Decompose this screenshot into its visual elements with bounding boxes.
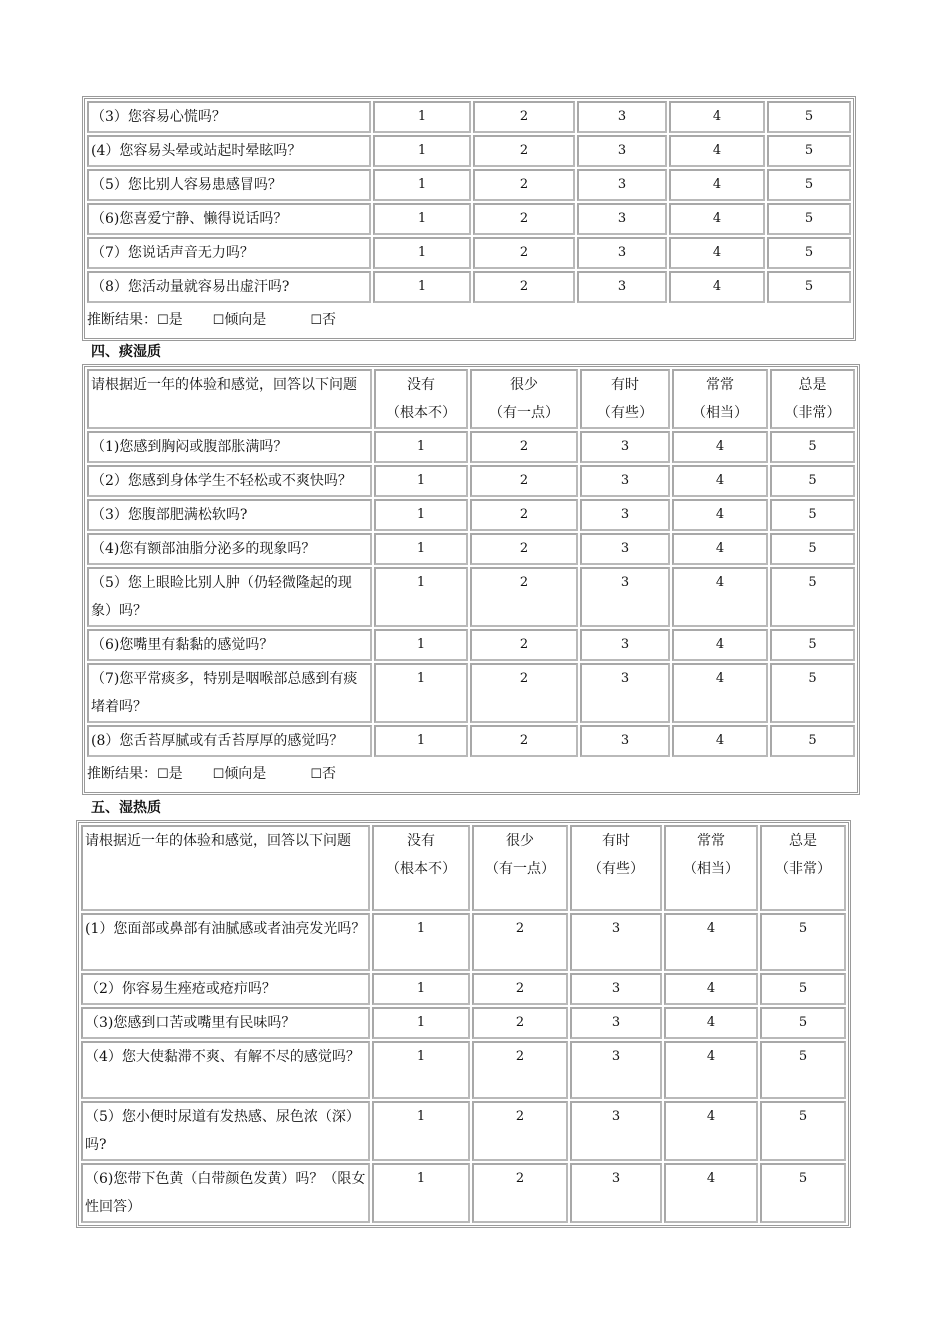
question-prompt: 请根据近一年的体验和感觉，回答以下问题 — [87, 369, 372, 429]
question-text: （3）您腹部肥满松软吗? — [87, 499, 372, 531]
frequency-header — [760, 825, 846, 911]
score-option-2[interactable]: 2 — [472, 1007, 568, 1039]
question-row — [81, 1163, 846, 1223]
score-option-4[interactable]: 4 — [669, 169, 765, 201]
question-row — [87, 465, 855, 497]
score-option-2[interactable]: 2 — [470, 499, 578, 531]
score-option-4[interactable]: 4 — [672, 725, 768, 757]
score-option-2[interactable]: 2 — [470, 533, 578, 565]
score-option-3[interactable]: 3 — [580, 663, 670, 723]
score-option-4[interactable]: 4 — [664, 1101, 758, 1161]
score-option-4[interactable]: 4 — [664, 913, 758, 971]
score-option-3[interactable]: 3 — [580, 725, 670, 757]
frequency-label: 很少 — [510, 377, 538, 393]
question-row — [87, 499, 855, 531]
verdict-option-leaning-yes[interactable] — [213, 759, 267, 790]
score-option-2[interactable]: 2 — [470, 629, 578, 661]
score-option-3[interactable]: 3 — [577, 101, 667, 133]
frequency-sublabel: （相当） — [692, 405, 748, 421]
score-option-2[interactable]: 2 — [472, 1041, 568, 1099]
question-row — [87, 135, 851, 167]
score-option-1[interactable]: 1 — [373, 203, 471, 235]
score-option-2[interactable]: 2 — [473, 271, 575, 303]
score-option-4[interactable]: 4 — [672, 499, 768, 531]
score-option-3[interactable]: 3 — [580, 431, 670, 463]
score-option-2[interactable]: 2 — [473, 203, 575, 235]
score-option-3[interactable]: 3 — [570, 973, 662, 1005]
question-row — [81, 913, 846, 971]
question-text: （5）您上眼睑比别人肿（仍轻微隆起的现象）吗？ — [87, 567, 372, 627]
frequency-header — [664, 825, 758, 911]
score-option-5[interactable]: 5 — [767, 135, 851, 167]
score-option-4[interactable]: 4 — [664, 1041, 758, 1099]
score-option-5[interactable]: 5 — [770, 725, 855, 757]
section-title-phlegm-dampness: 四、痰湿质 — [91, 344, 161, 360]
verdict-option-label: 否 — [321, 312, 336, 328]
score-option-1[interactable]: 1 — [372, 1041, 470, 1099]
score-option-3[interactable]: 3 — [580, 567, 670, 627]
question-row — [87, 169, 851, 201]
checkbox-icon[interactable]: ☐ — [310, 313, 322, 328]
section-title-damp-heat: 五、湿热质 — [91, 800, 161, 816]
frequency-header — [672, 369, 768, 429]
frequency-header — [374, 369, 468, 429]
question-text: （6)您嘴里有黏黏的感觉吗？ — [87, 629, 372, 661]
verdict-option-no[interactable] — [310, 305, 336, 336]
frequency-header — [472, 825, 568, 911]
question-text: （4）您大使黏滞不爽、有解不尽的感觉吗？ — [81, 1041, 370, 1099]
table-damp-heat — [79, 823, 848, 1225]
score-option-3[interactable]: 3 — [580, 499, 670, 531]
question-text: （7)您平常痰多，特别是咽喉部总感到有痰堵着吗？ — [87, 663, 372, 723]
questionnaire-table-phlegm-dampness — [82, 364, 860, 795]
verdict-row — [87, 759, 855, 790]
score-option-1[interactable]: 1 — [374, 567, 468, 627]
score-option-1[interactable]: 1 — [372, 973, 470, 1005]
question-row — [87, 629, 855, 661]
score-option-1[interactable]: 1 — [372, 1007, 470, 1039]
score-option-5[interactable]: 5 — [760, 1163, 846, 1223]
score-option-3[interactable]: 3 — [577, 203, 667, 235]
table-continued — [85, 99, 853, 338]
question-row — [87, 567, 855, 627]
score-option-5[interactable]: 5 — [767, 203, 851, 235]
question-row — [87, 271, 851, 303]
score-option-5[interactable]: 5 — [770, 663, 855, 723]
frequency-header — [470, 369, 578, 429]
frequency-label: 总是 — [789, 833, 817, 849]
score-option-3[interactable]: 3 — [577, 237, 667, 269]
score-option-3[interactable]: 3 — [577, 169, 667, 201]
score-option-2[interactable]: 2 — [473, 169, 575, 201]
question-text: （6)您带下色黄（白带颜色发黄）吗？（限女性回答） — [81, 1163, 370, 1223]
checkbox-icon[interactable]: ☐ — [212, 313, 225, 328]
verdict-option-label: 否 — [321, 766, 336, 782]
score-option-5[interactable]: 5 — [760, 913, 846, 971]
score-option-1[interactable]: 1 — [373, 169, 471, 201]
frequency-sublabel: （有些） — [588, 861, 644, 877]
score-option-4[interactable]: 4 — [669, 271, 765, 303]
question-row — [81, 973, 846, 1005]
question-prompt: 请根据近一年的体验和感觉，回答以下问题 — [81, 825, 370, 911]
score-option-4[interactable]: 4 — [672, 567, 768, 627]
question-text: （5）您比别人容易患感冒吗？ — [87, 169, 371, 201]
score-option-5[interactable]: 5 — [767, 169, 851, 201]
score-option-5[interactable]: 5 — [770, 465, 855, 497]
checkbox-icon[interactable]: ☐ — [157, 767, 169, 782]
frequency-sublabel: （非常） — [784, 405, 841, 421]
question-row — [81, 1007, 846, 1039]
frequency-sublabel: （相当） — [683, 861, 739, 877]
frequency-label: 有时 — [611, 377, 639, 393]
question-text: （4)您有额部油脂分泌多的现象吗？ — [87, 533, 372, 565]
score-option-3[interactable]: 3 — [570, 1007, 662, 1039]
verdict-cell — [87, 759, 855, 790]
verdict-row — [87, 305, 851, 336]
question-text: （6)您喜爱宁静、懒得说话吗？ — [87, 203, 371, 235]
score-option-4[interactable]: 4 — [669, 237, 765, 269]
score-option-4[interactable]: 4 — [664, 973, 758, 1005]
checkbox-icon[interactable]: ☐ — [212, 767, 225, 782]
frequency-label: 总是 — [798, 377, 827, 393]
frequency-sublabel: （有些） — [597, 405, 653, 421]
frequency-sublabel: （根本不） — [386, 405, 456, 421]
score-option-2[interactable]: 2 — [470, 663, 578, 723]
score-option-1[interactable]: 1 — [372, 1101, 470, 1161]
question-text: （3）您容易心慌吗？ — [87, 101, 371, 133]
table-phlegm-dampness — [85, 367, 857, 792]
score-option-4[interactable]: 4 — [669, 101, 765, 133]
score-option-4[interactable]: 4 — [672, 431, 768, 463]
question-text: （2）您感到身体学生不轻松或不爽快吗？ — [87, 465, 372, 497]
score-option-1[interactable]: 1 — [372, 1163, 470, 1223]
score-option-1[interactable]: 1 — [373, 101, 471, 133]
score-option-4[interactable]: 4 — [669, 135, 765, 167]
score-option-2[interactable]: 2 — [470, 725, 578, 757]
score-option-5[interactable]: 5 — [770, 629, 855, 661]
questionnaire-table-damp-heat — [76, 820, 851, 1228]
score-option-5[interactable]: 5 — [760, 1101, 846, 1161]
score-option-1[interactable]: 1 — [374, 465, 468, 497]
frequency-label: 常常 — [706, 377, 734, 393]
verdict-option-label: 倾向是 — [224, 766, 267, 782]
question-row — [81, 1101, 846, 1161]
score-option-2[interactable]: 2 — [470, 431, 578, 463]
score-option-2[interactable]: 2 — [470, 567, 578, 627]
question-text: （3)您感到口苦或嘴里有民味吗？ — [81, 1007, 370, 1039]
frequency-label: 有时 — [602, 833, 630, 849]
score-option-2[interactable]: 2 — [472, 1163, 568, 1223]
score-option-3[interactable]: 3 — [570, 913, 662, 971]
frequency-header — [580, 369, 670, 429]
frequency-label: 没有 — [407, 833, 435, 849]
score-option-1[interactable]: 1 — [373, 237, 471, 269]
question-text: （1)您感到胸闷或腹部胀满吗？ — [87, 431, 372, 463]
question-row — [87, 203, 851, 235]
question-row — [87, 533, 855, 565]
verdict-label: 推断结果： — [87, 312, 157, 328]
question-text: （2）你容易生痤疮或疮疖吗？ — [81, 973, 370, 1005]
verdict-option-leaning-yes[interactable] — [213, 305, 267, 336]
score-option-1[interactable]: 1 — [373, 271, 471, 303]
score-option-5[interactable]: 5 — [770, 533, 855, 565]
frequency-label: 没有 — [407, 377, 435, 393]
score-option-4[interactable]: 4 — [672, 629, 768, 661]
header-row — [87, 369, 855, 429]
verdict-option-no[interactable] — [310, 759, 336, 790]
score-option-5[interactable]: 5 — [767, 271, 851, 303]
score-option-4[interactable]: 4 — [664, 1163, 758, 1223]
score-option-1[interactable]: 1 — [373, 135, 471, 167]
question-row — [87, 101, 851, 133]
score-option-5[interactable]: 5 — [770, 499, 855, 531]
score-option-4[interactable]: 4 — [672, 663, 768, 723]
score-option-1[interactable]: 1 — [374, 663, 468, 723]
question-row — [81, 1041, 846, 1099]
checkbox-icon[interactable]: ☐ — [310, 767, 322, 782]
question-text: （7）您说话声音无力吗？ — [87, 237, 371, 269]
score-option-2[interactable]: 2 — [473, 135, 575, 167]
questionnaire-table-continued — [82, 96, 856, 341]
score-option-5[interactable]: 5 — [760, 1041, 846, 1099]
question-text: （5）您小便时尿道有发热感、尿色浓（深）吗? — [81, 1101, 370, 1161]
score-option-1[interactable]: 1 — [374, 725, 468, 757]
score-option-5[interactable]: 5 — [770, 431, 855, 463]
score-option-4[interactable]: 4 — [669, 203, 765, 235]
question-row — [87, 431, 855, 463]
verdict-option-label: 是 — [168, 766, 183, 782]
score-option-3[interactable]: 3 — [580, 465, 670, 497]
score-option-5[interactable]: 5 — [760, 973, 846, 1005]
score-option-5[interactable]: 5 — [767, 101, 851, 133]
question-row — [87, 663, 855, 723]
frequency-sublabel: （有一点） — [489, 405, 559, 421]
question-text: (1）您面部或鼻部有油腻感或者油亮发光吗？ — [81, 913, 370, 971]
question-text: （8）您活动量就容易出虚汗吗? — [87, 271, 371, 303]
frequency-label: 常常 — [697, 833, 725, 849]
score-option-3[interactable]: 3 — [580, 629, 670, 661]
score-option-3[interactable]: 3 — [577, 135, 667, 167]
score-option-1[interactable]: 1 — [372, 913, 470, 971]
frequency-header — [372, 825, 470, 911]
verdict-label: 推断结果： — [87, 766, 157, 782]
frequency-header — [570, 825, 662, 911]
score-option-1[interactable]: 1 — [374, 533, 468, 565]
frequency-sublabel: （非常） — [775, 861, 831, 877]
score-option-2[interactable]: 2 — [470, 465, 578, 497]
score-option-1[interactable]: 1 — [374, 629, 468, 661]
score-option-3[interactable]: 3 — [580, 533, 670, 565]
question-text: (4）您容易头晕或站起时晕眩吗？ — [87, 135, 371, 167]
header-row — [81, 825, 846, 911]
score-option-5[interactable]: 5 — [760, 1007, 846, 1039]
verdict-option-yes[interactable] — [157, 305, 183, 336]
verdict-cell — [87, 305, 851, 336]
verdict-option-label: 倾向是 — [224, 312, 267, 328]
frequency-sublabel: （根本不） — [386, 861, 456, 877]
score-option-2[interactable]: 2 — [472, 973, 568, 1005]
score-option-3[interactable]: 3 — [570, 1101, 662, 1161]
verdict-option-yes[interactable] — [157, 759, 183, 790]
score-option-4[interactable]: 4 — [664, 1007, 758, 1039]
checkbox-icon[interactable]: ☐ — [157, 313, 169, 328]
score-option-2[interactable]: 2 — [473, 101, 575, 133]
score-option-3[interactable]: 3 — [570, 1041, 662, 1099]
score-option-5[interactable]: 5 — [770, 567, 855, 627]
score-option-2[interactable]: 2 — [472, 1101, 568, 1161]
score-option-1[interactable]: 1 — [374, 431, 468, 463]
score-option-1[interactable]: 1 — [374, 499, 468, 531]
score-option-4[interactable]: 4 — [672, 465, 768, 497]
score-option-3[interactable]: 3 — [570, 1163, 662, 1223]
question-row — [87, 725, 855, 757]
score-option-2[interactable]: 2 — [473, 237, 575, 269]
verdict-option-label: 是 — [168, 312, 183, 328]
score-option-5[interactable]: 5 — [767, 237, 851, 269]
question-text: (8）您舌苔厚腻或有舌苔厚厚的感觉吗？ — [87, 725, 372, 757]
score-option-4[interactable]: 4 — [672, 533, 768, 565]
score-option-2[interactable]: 2 — [472, 913, 568, 971]
frequency-header — [770, 369, 855, 429]
question-row — [87, 237, 851, 269]
score-option-3[interactable]: 3 — [577, 271, 667, 303]
frequency-label: 很少 — [506, 833, 534, 849]
frequency-sublabel: （有一点） — [485, 861, 555, 877]
